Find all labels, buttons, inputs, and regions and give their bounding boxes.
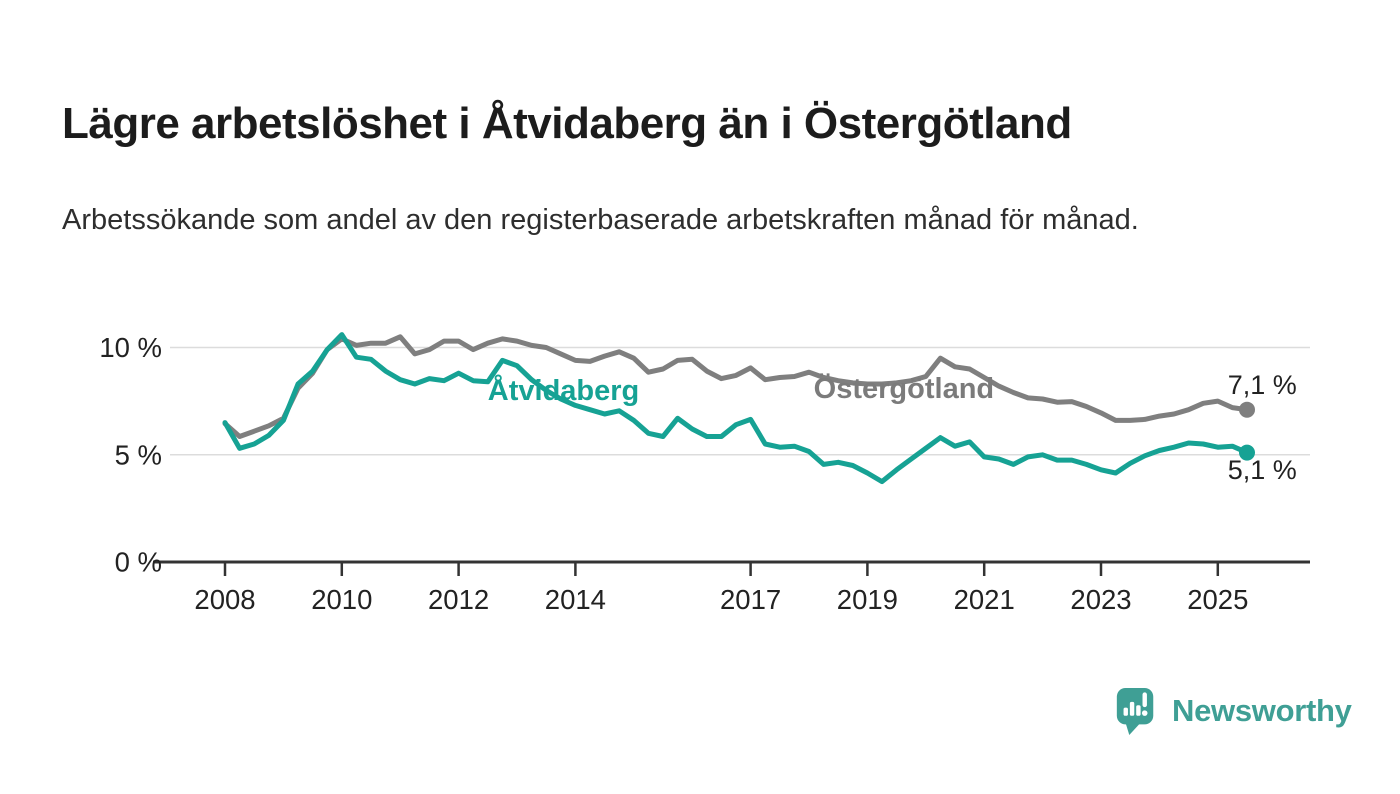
brand-footer	[1113, 684, 1352, 738]
chart-svg	[90, 315, 1340, 615]
series-label-atvidaberg: Åtvidaberg	[487, 375, 640, 408]
x-tick-label-2008: 2008	[194, 584, 256, 615]
y-tick-label-5: 5 %	[114, 439, 162, 471]
page-title: Lägre arbetslöshet i Åtvidaberg än i Östergötland	[62, 99, 1072, 149]
logo-bubble	[1117, 688, 1153, 735]
x-tick-label-2012: 2012	[428, 584, 490, 615]
x-tick-label-2023: 2023	[1070, 584, 1132, 615]
series-end-value-atvidaberg: 5,1 %	[1227, 454, 1297, 485]
series-end-dot-ostergotland	[1239, 402, 1255, 418]
x-tick-label-2010: 2010	[311, 584, 373, 615]
x-tick-label-2019: 2019	[836, 584, 898, 615]
x-tick-label-2025: 2025	[1187, 584, 1249, 615]
series-line-ostergotland	[225, 337, 1247, 437]
unemployment-line-chart	[90, 315, 1340, 615]
x-tick-label-2017: 2017	[720, 584, 782, 615]
y-tick-label-10: 10 %	[99, 332, 162, 363]
brand-name: Newsworthy	[1172, 693, 1352, 728]
series-label-ostergotland: Östergötland	[813, 372, 995, 405]
y-tick-label-0: 0 %	[114, 546, 162, 578]
x-tick-label-2014: 2014	[544, 584, 606, 615]
chart-subtitle: Arbetssökande som andel av den registerbaserade arbetskraften månad för månad.	[62, 204, 1139, 236]
newsworthy-logo-icon	[1113, 683, 1159, 739]
series-end-value-ostergotland: 7,1 %	[1227, 370, 1297, 401]
x-tick-label-2021: 2021	[953, 584, 1015, 615]
